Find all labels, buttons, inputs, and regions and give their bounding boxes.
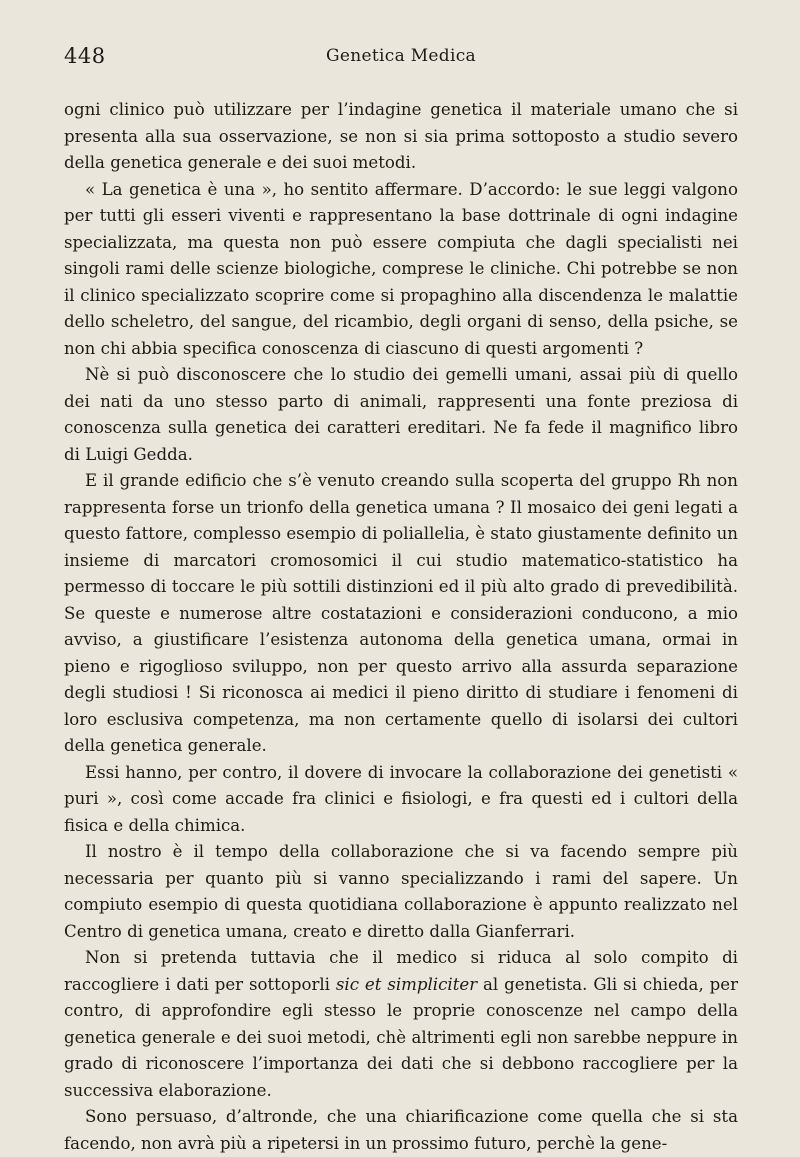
page-header	[64, 44, 738, 78]
paragraph-text: Sono persuaso, d’altronde, che una chiarificazione come quella che si sta facendo, non avrà più a ripetersi in un prossimo futuro, perchè la gene-	[64, 1107, 738, 1153]
paragraph-text: Nè si può disconoscere che lo studio dei gemelli umani, assai più di quello dei nati da uno stesso parto di animali, rappresenti una fonte preziosa di conoscenza sulla genetica dei caratteri ereditari. Ne fa fede il magnifico libro di Luigi Gedda.	[64, 365, 738, 464]
paragraph-7	[64, 945, 738, 1104]
paragraph-text: « La genetica è una », ho sentito affermare. D’accordo: le sue leggi valgono per tutti gli esseri viventi e rappresentano la base dottrinale di ogni indagine specializzata, ma questa non può essere compiuta che dagli specialisti nei singoli rami delle scienze biologiche, comprese le cliniche. Chi potrebbe se non il clinico specializzato scoprire come si propaghino alla discendenza le malattie dello scheletro, del sangue, del ricambio, degli organi di senso, della psiche, se non chi abbia specifica conoscenza di ciascuno di questi argomenti ?	[64, 179, 738, 358]
running-head: Genetica Medica	[326, 46, 476, 66]
paragraph-text: E il grande edificio che s’è venuto creando sulla scoperta del gruppo Rh non rappresenta forse un trionfo della genetica umana ? Il mosaico dei geni legati a questo fattore, complesso esempio di poliallelia, è stato giustamente definito un insieme di marcatori cromosomici il cui studio matematico-statistico ha permesso di toccare le più sottili distinzioni ed il più alto grado di prevedibilità. Se queste e numerose altre costatazioni e considerazioni conducono, a mio avviso, a giustificare l’esistenza autonoma della genetica umana, ormai in pieno e rigoglioso sviluppo, non per questo arrivo alla assurda separazione degli studiosi ! Si riconosca ai medici il pieno diritto di studiare i fenomeni di loro esclusiva competenza, ma non certamente quello di isolarsi dei cultori della genetica generale.	[64, 471, 738, 755]
latin-phrase: sic et simpliciter	[335, 974, 478, 994]
paragraph-2	[64, 177, 738, 363]
paragraph-text: Il nostro è il tempo della collaborazione che si va facendo sempre più necessaria per quanto più si vanno specializzando i rami del sapere. Un compiuto esempio di questa quotidiana collaborazione è appunto realizzato nel Centro di genetica umana, creato e diretto dalla Gianferrari.	[64, 842, 738, 941]
paragraph-text: al genetista. Gli si chieda, per contro, di approfondire egli stesso le proprie conoscenze nel campo della genetica generale e dei suoi metodi, chè altrimenti egli non sarebbe neppure in grado di riconoscere l’importanza dei dati che si debbono raccogliere per la successiva elaborazione.	[64, 974, 739, 1100]
body-text	[64, 97, 738, 1157]
paragraph-text: Essi hanno, per contro, il dovere di invocare la collaborazione dei genetisti « puri », così come accade fra clinici e fisiologi, e fra questi ed i cultori della fisica e della chimica.	[64, 762, 738, 835]
paragraph-5	[64, 760, 738, 840]
paragraph-text: ogni clinico può utilizzare per l’indagine genetica il materiale umano che si presenta alla sua osservazione, se non si sia prima sottoposto a studio severo della genetica generale e dei suoi metodi.	[64, 100, 738, 172]
paragraph-8	[64, 1104, 738, 1157]
page-number: 448	[64, 44, 106, 68]
paragraph-1	[64, 97, 738, 177]
paragraph-text: Non si pretenda tuttavia che il medico si riduca al solo compito di raccogliere i dati per sottoporli	[64, 948, 738, 994]
paragraph-3	[64, 362, 738, 468]
paragraph-4	[64, 468, 738, 760]
paragraph-6	[64, 839, 738, 945]
